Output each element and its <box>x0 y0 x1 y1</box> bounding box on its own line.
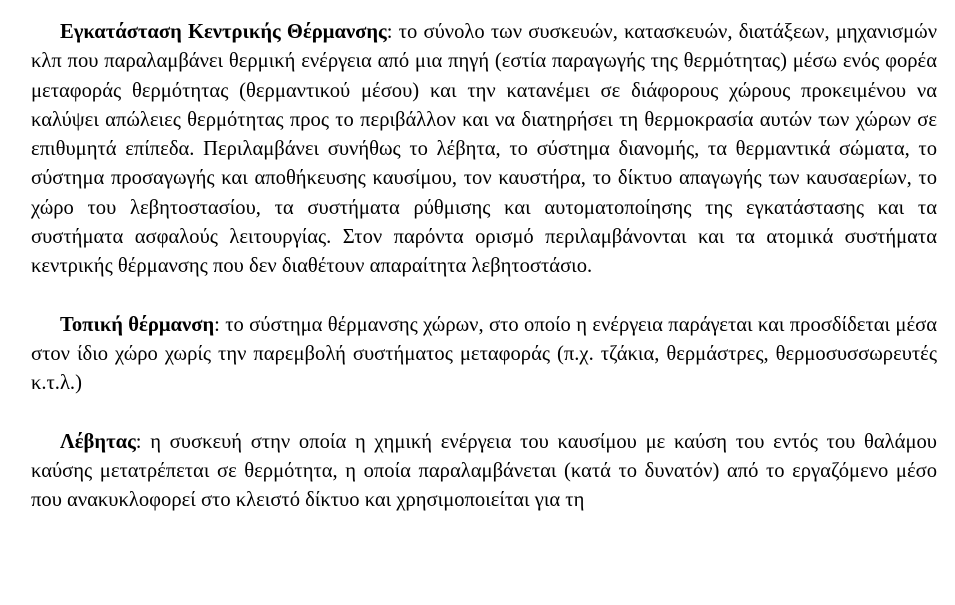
definition-local-heating <box>31 311 937 399</box>
document-body <box>31 18 937 515</box>
definition-text: το σύστημα θέρμανσης χώρων, στο οποίο η ενέργεια παράγεται και προσδίδεται μέσα στον ίδιο χώρο χωρίς την παρεμβολή συστήματος μεταφοράς (π.χ. τζάκια, θερμάστρες, θερμοσυσσωρευτές κ.τ.λ.) <box>31 313 937 395</box>
term-separator: : <box>135 430 142 453</box>
term-central-heating: Εγκατάσταση Κεντρικής Θέρμανσης <box>60 21 387 43</box>
term-boiler: Λέβητας <box>60 430 136 453</box>
definition-text: το σύνολο των συσκευών, κατασκευών, διατάξεων, μηχανισμών κλπ που παραλαμβάνει θερμική ενέργεια από μια πηγή (εστία παραγωγής της θερμότητας) μέσω ενός φορέα μεταφοράς θερμότητας (θερμαντικού μέσου) και την κατανέμει σε διάφορους χώρους προκειμένου να καλύψει απώλειες θερμότητας προς το περιβάλλον και να διατηρήσει τη θερμοκρασία αυτών των χώρων σε επιθυμητά επίπεδα. Περιλαμβάνει συνήθως το λέβητα, το σύστημα διανομής, τα θερμαντικά σώματα, το σύστημα προσαγωγής και αποθήκευσης καυσίμου, τον καυστήρα, το δίκτυο απαγωγής των καυσαερίων, το χώρο του λεβητοστασίου, τα συστήματα ρύθμισης και αυτοματοποίησης της εγκατάστασης και τα συστήματα ασφαλούς λειτουργίας. Στον παρόντα ορισμό περιλαμβάνονται και τα ατομικά συστήματα κεντρικής θέρμανσης που δεν διαθέτουν απαραίτητα λεβητοστάσιο. <box>31 21 937 278</box>
term-separator: : <box>214 313 220 336</box>
definition-central-heating <box>31 18 937 282</box>
term-separator: : <box>386 21 393 43</box>
term-local-heating: Τοπική θέρμανση <box>60 313 215 336</box>
definition-text: η συσκευή στην οποία η χημική ενέργεια του καυσίμου με καύση του εντός του θαλάμου καύσης μετατρέπεται σε θερμότητα, η οποία παραλαμβάνεται (κατά το δυνατόν) από το εργαζόμενο μέσο που ανακυκλοφορεί στο κλειστό δίκτυο και χρησιμοποιείται για τη <box>31 430 937 512</box>
definition-boiler <box>31 428 937 516</box>
